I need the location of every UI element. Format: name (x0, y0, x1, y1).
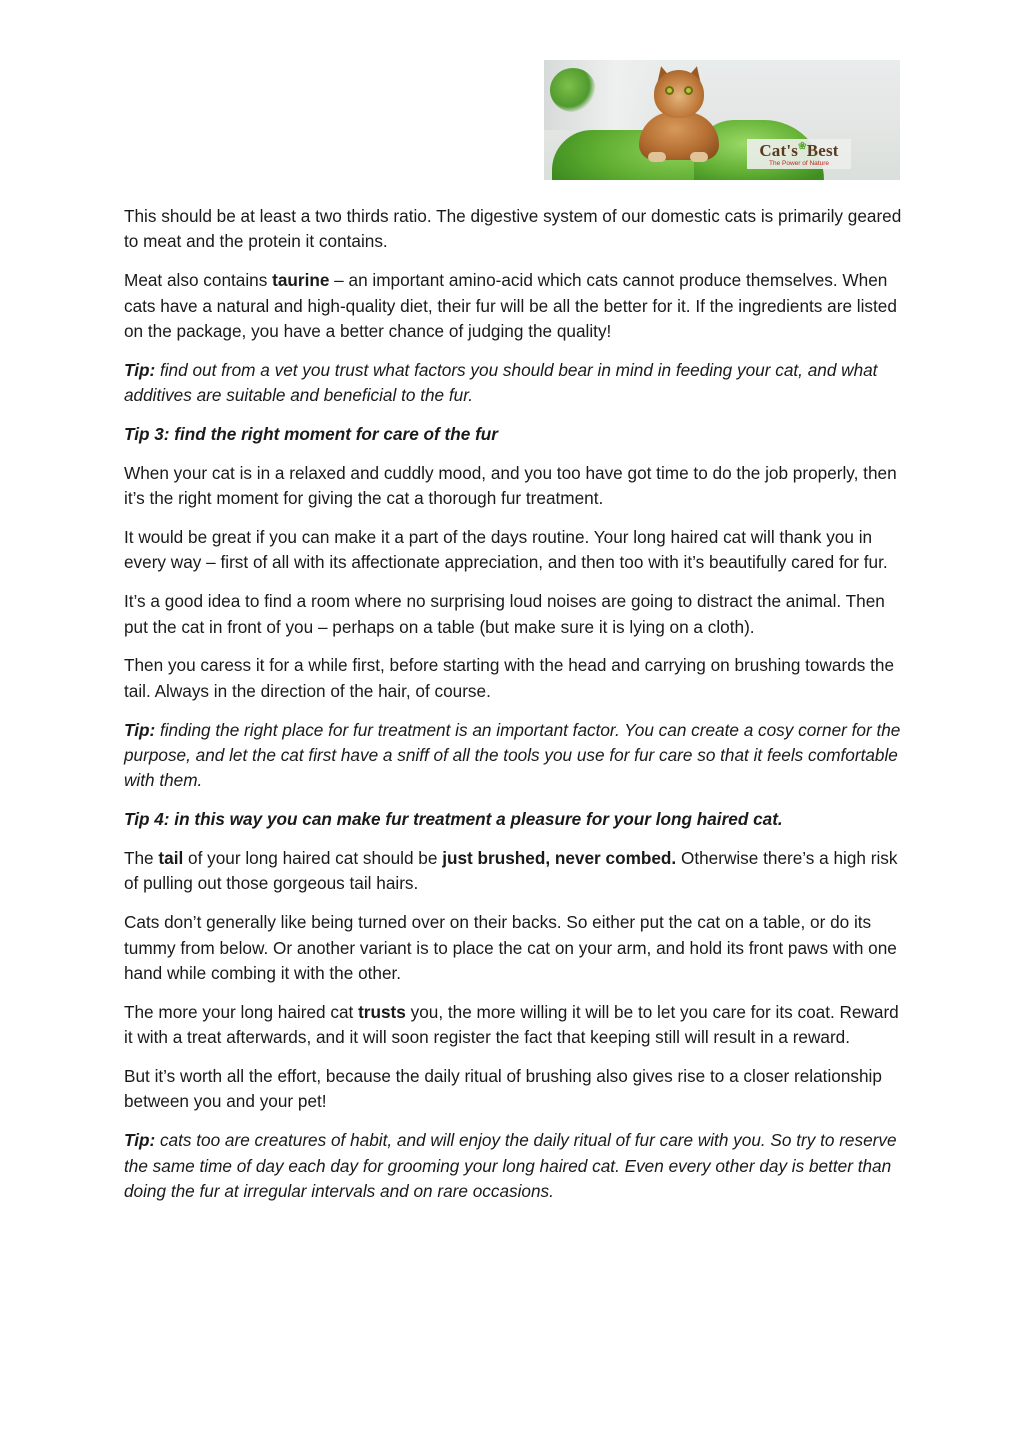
paragraph: It’s a good idea to find a room where no surprising loud noises are going to distract the animal. Then put the cat in front of you – perhaps on a table (but make sure it is lying on a cloth). (124, 591, 885, 637)
text-span: The (124, 848, 159, 869)
cat-head (654, 70, 704, 118)
brand-tagline: The Power of Nature (769, 160, 829, 167)
brand-logo (747, 139, 851, 169)
brand-name (747, 141, 851, 161)
paragraph: Cats don’t generally like being turned over on their backs. So either put the cat on a table, or do its tummy from below. Or another variant is to place the cat on your arm, and hold its front paws with one hand while combing it with the other. (124, 912, 897, 984)
heading-text: Tip 3: find the right moment for care of the fur (124, 424, 498, 445)
tip-text: find out from a vet you trust what factors you should bear in mind in feeding your cat, and what additives are suitable and beneficial to the fur. (124, 359, 878, 406)
cat-paw-left (648, 152, 666, 162)
tip-text: finding the right place for fur treatment is an important factor. You can create a cosy corner for the purpose, and let the cat first have a sniff of all the tools you use for fur care so that it feels comfortable with them. (124, 719, 901, 791)
tip-text: cats too are creatures of habit, and will enjoy the daily ritual of fur care with you. So try to reserve the same time of day each day for grooming your long haired cat. Even every other day is better than doing the fur at irregular intervals and on rare occasions. (124, 1130, 897, 1202)
tip-paragraph (124, 358, 904, 409)
section-heading (124, 422, 904, 447)
bold-term: just brushed, never combed. (442, 848, 677, 869)
cat-banner-image (544, 60, 900, 180)
paragraph: Then you caress it for a while first, before starting with the head and carrying on brushing towards the tail. Always in the direction of the hair, of course. (124, 655, 895, 701)
section-heading (124, 807, 904, 832)
leaf-icon: ❀ (798, 141, 807, 152)
article-body (124, 204, 904, 1218)
text-span: Meat also contains (124, 270, 273, 291)
brand-name-start: Cat's (759, 141, 799, 160)
paragraph (124, 268, 904, 344)
paragraph (124, 1000, 904, 1051)
paragraph: But it’s worth all the effort, because the daily ritual of brushing also gives rise to a closer relationship between you and your pet! (124, 1066, 882, 1112)
text-span: you, the more willing it will be to let you care for its coat. Reward it with a treat afterwards, and it will soon register the fact that keeping still will result in a reward. (124, 1001, 899, 1048)
tip-label: Tip: (124, 359, 156, 380)
text-span: – an important amino-acid which cats cannot produce themselves. When cats have a natural and high-quality diet, their fur will be all the better for it. If the ingredients are listed on the package, you have a better chance of judging the quality! (124, 270, 897, 342)
text-span: The more your long haired cat (124, 1001, 359, 1022)
cat-eye-right (684, 86, 693, 95)
tip-paragraph (124, 718, 904, 794)
cat-paw-right (690, 152, 708, 162)
paragraph: This should be at least a two thirds ratio. The digestive system of our domestic cats is primarily geared to meat and the protein it contains. (124, 206, 902, 252)
bold-term: tail (158, 848, 184, 869)
text-span: of your long haired cat should be (183, 848, 443, 869)
paragraph: It would be great if you can make it a part of the days routine. Your long haired cat will thank you in every way – first of all with its affectionate appreciation, and then too with it’s beautifully cared for fur. (124, 527, 888, 573)
cat-eye-left (665, 86, 674, 95)
brand-name-end: Best (806, 141, 839, 160)
bold-term: taurine (272, 270, 330, 291)
paragraph (124, 846, 904, 897)
text-span: Otherwise there’s a high risk of pulling out those gorgeous tail hairs. (124, 848, 898, 894)
tip-paragraph (124, 1128, 904, 1204)
plant-decoration (550, 68, 596, 112)
heading-text: Tip 4: in this way you can make fur treatment a pleasure for your long haired cat. (124, 809, 783, 830)
paragraph: When your cat is in a relaxed and cuddly mood, and you too have got time to do the job properly, then it’s the right moment for giving the cat a thorough fur treatment. (124, 462, 897, 509)
bold-term: trusts (358, 1001, 406, 1022)
tip-label: Tip: (124, 719, 156, 740)
tip-label: Tip: (124, 1130, 156, 1151)
